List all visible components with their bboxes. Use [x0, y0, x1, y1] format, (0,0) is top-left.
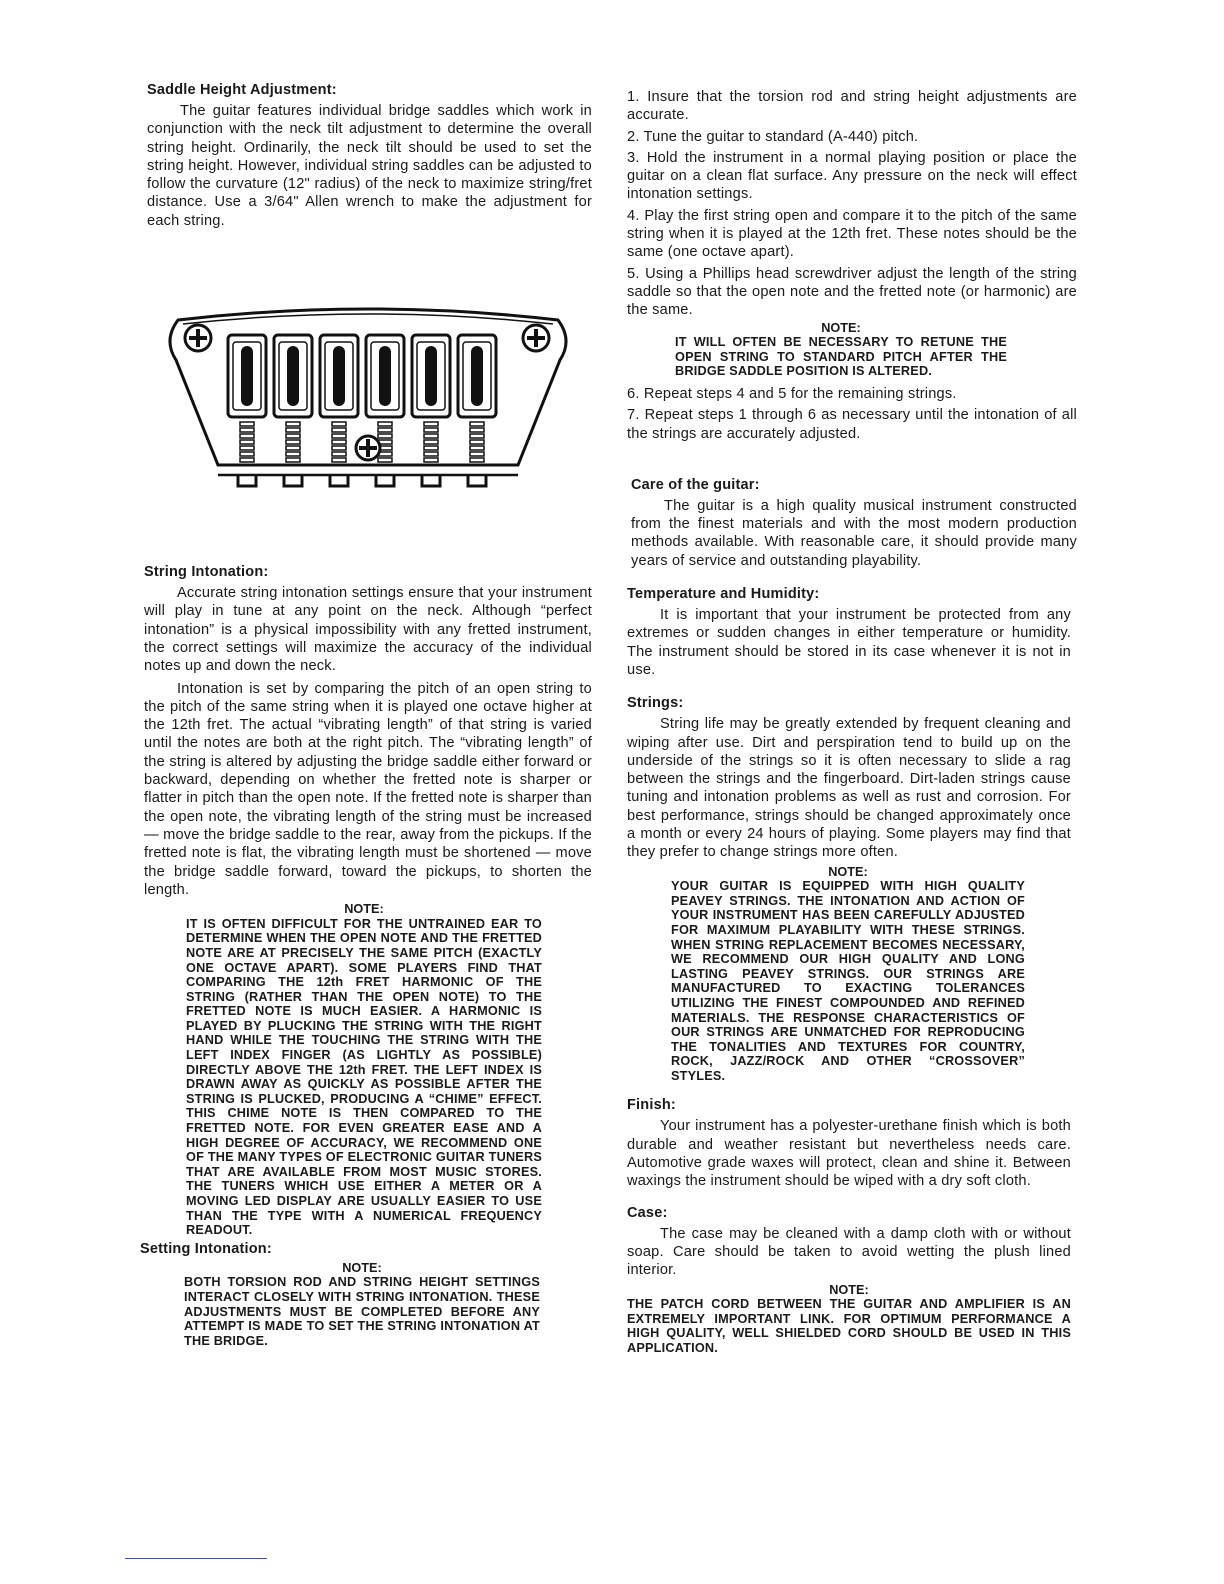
bridge-saddle	[366, 335, 404, 486]
bridge-saddle	[274, 335, 312, 486]
intonation-steps-list-2	[627, 385, 1077, 443]
temperature-heading: Temperature and Humidity:	[627, 586, 820, 603]
case-section	[627, 1205, 1071, 1356]
step-item: 3. Hold the instrument in a normal playing position or place the guitar on a clean flat surface. Any pressure on the neck will effect intonation settings.	[627, 149, 1077, 203]
case-heading: Case:	[627, 1204, 668, 1221]
strings-heading: Strings:	[627, 695, 684, 712]
intonation-note-title: NOTE:	[344, 902, 384, 917]
setting-intonation-section	[140, 1241, 592, 1349]
saddle-height-section	[140, 82, 592, 230]
left-column	[140, 82, 592, 1348]
case-note: THE PATCH CORD BETWEEN THE GUITAR AND AMPLIFIER IS AN EXTREMELY IMPORTANT LINK. FOR OPTIMUM PERFORMANCE A HIGH QUALITY, WELL SHIELDED CORD SHOULD BE USED IN THIS APPLICATION.	[627, 1297, 1071, 1355]
center-screw-icon	[356, 436, 380, 460]
strings-note-title: NOTE:	[828, 864, 868, 879]
footer-rule	[125, 1558, 267, 1559]
intonation-steps-list	[627, 88, 1077, 320]
step-item: 7. Repeat steps 1 through 6 as necessary until the intonation of all the strings are accurately adjusted.	[627, 407, 1077, 442]
finish-heading: Finish:	[627, 1097, 676, 1114]
setting-intonation-heading: Setting Intonation:	[140, 1240, 272, 1257]
bridge-saddle	[320, 335, 358, 486]
steps-note: IT WILL OFTEN BE NECESSARY TO RETUNE THE OPEN STRING TO STANDARD PITCH AFTER THE BRIDGE SADDLE POSITION IS ALTERED.	[675, 335, 1007, 379]
case-body: The case may be cleaned with a damp cloth with or without soap. Care should be taken to avoid wetting the plush lined interior.	[627, 1225, 1071, 1279]
saddle-height-body: The guitar features individual bridge saddles which work in conjunction with the neck tilt adjustment to determine the overall string height. Ordinarily, the neck tilt should be used to set the string height. However, individual string saddles can be adjusted to follow the curvature (12" radius) of the neck to maximize string/fret distance. Use a 3/64" Allen wrench to make the adjustment for each string.	[147, 103, 592, 229]
string-intonation-heading: String Intonation:	[144, 564, 269, 581]
string-intonation-p1: Accurate string intonation settings ensure that your instrument will play in tune at any point on the neck. Although “perfect intonation” is a physical impossibility with any fretted instrument, the correct settings will maximize the accuracy of the individual notes up and down the neck.	[144, 585, 592, 675]
bridge-diagram	[158, 300, 578, 510]
step-item: 2. Tune the guitar to standard (A-440) pitch.	[627, 128, 919, 145]
bridge-saddle-diagram	[158, 300, 578, 510]
strings-body: String life may be greatly extended by frequent cleaning and wiping after use. Dirt and perspiration tend to build up on the underside of the strings so it is often necessary to slide a rag between the strings and the fingerboard. Dirt-laden strings cause tuning and intonation problems as well as rust and corrosion. For best performance, strings should be changed approximately once a month or every 24 hours of playing. Some players may find that they prefer to change strings more often.	[627, 716, 1071, 861]
right-mount-screw-icon	[523, 325, 549, 351]
temperature-section	[627, 586, 1071, 679]
right-column	[627, 88, 1077, 1356]
steps-note-title: NOTE:	[821, 320, 861, 335]
step-item: 4. Play the first string open and compare it to the pitch of the same string when it is played at the 12th fret. These notes should be the same (one octave apart).	[627, 207, 1077, 261]
care-body: The guitar is a high quality musical instrument constructed from the finest materials and with the most modern production methods available. With reasonable care, it should provide many years of service and outstanding playability.	[631, 497, 1077, 569]
care-heading: Care of the guitar:	[631, 476, 760, 493]
bridge-saddle	[412, 335, 450, 486]
step-item: 5. Using a Phillips head screwdriver adjust the length of the string saddle so that the open note and the fretted note (or harmonic) are the same.	[627, 265, 1077, 319]
care-section	[627, 477, 1077, 570]
saddle-height-heading: Saddle Height Adjustment:	[147, 82, 337, 98]
strings-section	[627, 695, 1071, 1083]
finish-body: Your instrument has a polyester-urethane finish which is both durable and weather resistant but nevertheless needs care. Automotive grade waxes will protect, clean and shine it. Between waxings the instrument should be wiped with a dry soft cloth.	[627, 1118, 1071, 1190]
setting-note-title: NOTE:	[342, 1260, 382, 1275]
case-note-title: NOTE:	[829, 1282, 869, 1297]
bridge-saddle	[458, 335, 496, 486]
intonation-note: IT IS OFTEN DIFFICULT FOR THE UNTRAINED EAR TO DETERMINE WHEN THE OPEN NOTE AND THE FRETTED NOTE ARE AT PRECISELY THE SAME PITCH (EXACTLY ONE OCTAVE APART). SOME PLAYERS FIND THAT COMPARING THE 12th FRET HARMONIC OF THE STRING (RATHER THAN THE OPEN NOTE) TO THE FRETTED NOTE IS MUCH EASIER. A HARMONIC IS PLAYED BY PLUCKING THE STRING WITH THE RIGHT HAND WHILE THE TOUCHING THE STRING WITH THE LEFT INDEX FINGER (AS LIGHTLY AS POSSIBLE) DIRECTLY ABOVE THE 12th FRET. THE LEFT INDEX IS DRAWN AWAY AS QUICKLY AS POSSIBLE AFTER THE STRING IS PLUCKED, PRODUCING A “CHIME” EFFECT. THIS CHIME NOTE IS THEN COMPARED TO THE FRETTED NOTE. FOR EVEN GREATER EASE AND A HIGH DEGREE OF ACCURACY, WE RECOMMEND ONE OF THE MANY TYPES OF ELECTRONIC GUITAR TUNERS THAT ARE AVAILABLE FROM MOST MUSIC STORES. THE TUNERS WHICH USE EITHER A METER OR A MOVING LED DISPLAY ARE USUALLY EASIER TO USE THAN THE TYPE WITH A NUMERICAL FREQUENCY READOUT.	[186, 916, 542, 1238]
strings-note: YOUR GUITAR IS EQUIPPED WITH HIGH QUALITY PEAVEY STRINGS. THE INTONATION AND ACTION OF YOUR INSTRUMENT HAS BEEN CAREFULLY ADJUSTED FOR MAXIMUM PLAYABILITY WITH THESE STRINGS. WHEN STRING REPLACEMENT BECOMES NECESSARY, WE RECOMMEND OUR HIGH QUALITY AND LONG LASTING PEAVEY STRINGS. OUR STRINGS ARE MANUFACTURED TO EXACTING TOLERANCES UTILIZING THE FINEST COMPOUNDED AND REFINED MATERIALS. THE RESPONSE CHARACTERISTICS OF OUR STRINGS ARE UNMATCHED FOR REPRODUCING THE TONALITIES AND TEXTURES FOR COUNTRY, ROCK, JAZZ/ROCK AND OTHER “CROSSOVER” STYLES.	[671, 879, 1025, 1083]
finish-section	[627, 1097, 1071, 1190]
temperature-body: It is important that your instrument be protected from any extremes or sudden changes in either temperature or humidity. The instrument should be stored in its case whenever it is not in use.	[627, 607, 1071, 678]
bridge-saddle	[228, 335, 266, 486]
string-intonation-p2: Intonation is set by comparing the pitch of an open string to the pitch of the same string when it is played one octave higher at the 12th fret. The actual “vibrating length” of that string is varied until the notes are both at the right pitch. The “vibrating length” of the string is altered by adjusting the bridge saddle either forward or backward, depending on whether the fretted note is sharper or flatter in pitch than the open note. If the fretted note is sharper than the open note, the vibrating length of the string must be increased — move the bridge saddle to the rear, away from the pickups. If the fretted note is flat, the vibrating length must be shortened — move the bridge saddle forward, toward the pickups, to shorten the length.	[144, 680, 592, 898]
left-mount-screw-icon	[185, 325, 211, 351]
setting-note: BOTH TORSION ROD AND STRING HEIGHT SETTINGS INTERACT CLOSELY WITH STRING INTONATION. THESE ADJUSTMENTS MUST BE COMPLETED BEFORE ANY ATTEMPT IS MADE TO SET THE STRING INTONATION AT THE BRIDGE.	[184, 1275, 540, 1348]
step-item: 1. Insure that the torsion rod and string height adjustments are accurate.	[627, 89, 1077, 124]
step-item: 6. Repeat steps 4 and 5 for the remaining strings.	[627, 385, 957, 402]
string-intonation-section	[140, 564, 592, 1238]
